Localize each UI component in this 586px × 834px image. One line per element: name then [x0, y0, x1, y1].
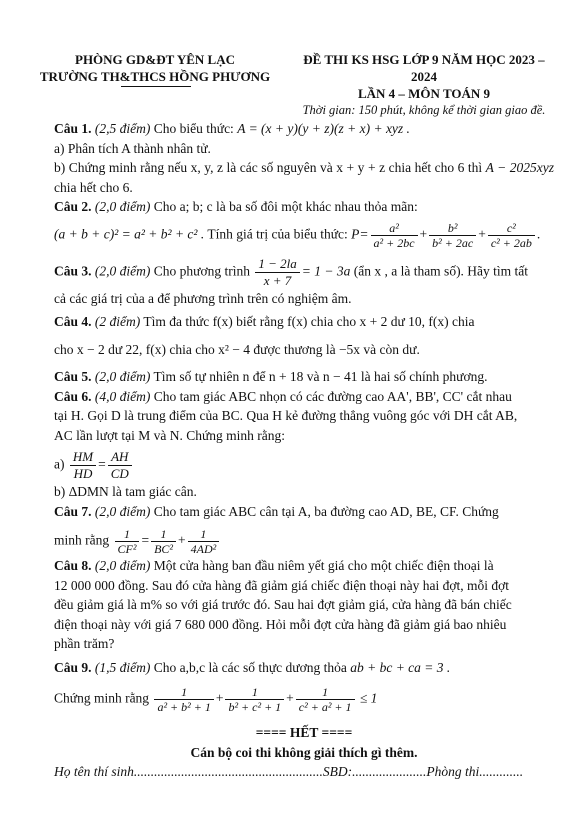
question-2	[54, 197, 554, 217]
q7-equals: =	[141, 532, 150, 548]
q2-fraction-1: $\frac{\text{a²}}{\text{a² + 2bc}}$	[371, 221, 418, 250]
q4-points: (2 điểm)	[94, 314, 141, 329]
q6-fraction-left: $\frac{HM}{HD}$	[70, 449, 96, 482]
q9-formula-line	[54, 685, 554, 714]
q6-equals: =	[98, 456, 106, 472]
q7-label: Câu 7.	[54, 503, 92, 519]
q2-intro: Cho a; b; c là ba số đôi một khác nhau thỏa mãn:	[153, 199, 418, 214]
q9-intro: Cho a,b,c là các số thực dương thỏa	[153, 659, 347, 675]
q6-label: Câu 6.	[54, 388, 92, 404]
school-name: TRƯỜNG TH&THCS HỒNG PHƯƠNG	[39, 69, 271, 84]
q9-fraction-3: $\frac{1}{\text{c² + a² + 1}}$	[296, 685, 355, 714]
header-left	[30, 51, 280, 85]
q1-part-b-expression: A − 2025xyz	[485, 160, 555, 175]
q8-label: Câu 8.	[54, 558, 92, 573]
q6-text-2: tại H. Gọi D là trung điểm của BC. Qua H kẻ đường thẳng vuông góc với DH cắt AB,	[54, 408, 518, 423]
exam-body	[54, 119, 554, 782]
q3-text-1: (ẩn x , a là tham số). Hãy tìm tất	[353, 263, 529, 279]
q9-plus-2: +	[286, 690, 294, 706]
q6-part-a	[54, 449, 554, 482]
header-underline	[121, 86, 191, 87]
q8-points: (2,0 điểm)	[94, 558, 151, 573]
q6-text-1: Cho tam giác ABC nhọn có các đường cao AA', BB', CC' cắt nhau	[153, 388, 512, 404]
candidate-info-line: Họ tên thí sinh........................................................SBD:......................Phòng thi.............	[54, 764, 524, 779]
department-name: PHÒNG GD&ĐT YÊN LẠC	[75, 52, 235, 67]
question-6	[54, 387, 554, 407]
q2-fraction-2: $\frac{\text{b²}}{\text{b² + 2ac}}$	[429, 221, 476, 250]
q2-condition-line: (a + b + c)² = a² + b² + c² . Tính giá trị của biểu thức: P= $\frac{\text{a²}}{\text{a² + 2bc}}$ + $\frac{\text{b²}}{\text{b² + 2ac}}$ + $\frac{\text{c²}}{\text{c² + 2ab}}$ .	[54, 220, 541, 250]
question-1	[54, 119, 554, 139]
q3-fraction: $\frac{1 - 2la}{x + 7}$	[255, 256, 299, 289]
q9-text-2: Chứng minh rằng	[54, 690, 150, 706]
q7-fraction-3: $\frac{1}{\text{4AD²}}$	[188, 527, 220, 556]
question-3	[54, 256, 554, 289]
q9-fraction-2: $\frac{1}{\text{b² + c² + 1}}$	[225, 685, 284, 714]
q2-p-label: P=	[351, 226, 369, 242]
q7-fraction-1: $\frac{1}{\text{CF²}}$	[115, 527, 140, 556]
q6-points: (4,0 điểm)	[94, 388, 151, 404]
q5-text: Tìm số tự nhiên n để n + 18 và n − 41 là hai số chính phương.	[153, 369, 488, 384]
q9-points: (1,5 điểm)	[94, 659, 151, 675]
q9-rhs: ≤ 1	[359, 690, 378, 706]
q9-plus-1: +	[215, 690, 224, 706]
q2-fraction-3: $\frac{\text{c²}}{\text{c² + 2ab}}$	[488, 221, 535, 250]
q6-text-3: AC lần lượt tại M và N. Chứng minh rằng:	[54, 427, 286, 443]
q8-text-5: phần trăm?	[54, 636, 115, 651]
q7-text-2: minh rằng	[54, 532, 110, 548]
q1-part-b-tail: chia hết cho 6.	[54, 179, 133, 195]
q8-text-2: 12 000 000 đồng. Sau đó cửa hàng đã giảm giá chiếc điện thoại này hai đợt, mỗi đợt	[54, 577, 509, 593]
q5-points: (2,0 điểm)	[94, 369, 151, 384]
question-4	[54, 312, 554, 332]
q4-line-2: cho x − 2 dư 22, f(x) chia cho x² − 4 được thương là −5x và còn dư.	[54, 341, 420, 357]
q1-points: (2,5 điểm)	[94, 121, 151, 136]
q3-rhs: = 1 − 3a	[301, 263, 351, 279]
q7-text-1: Cho tam giác ABC cân tại A, ba đường cao AD, BE, CF. Chứng	[153, 503, 499, 519]
q7-formula-line	[54, 527, 554, 556]
q8-text-1: Một cửa hàng ban đầu niêm yết giá cho một chiếc điện thoại là	[153, 558, 494, 573]
q1-expression: A = (x + y)(y + z)(z + x) + xyz .	[237, 121, 410, 136]
question-9	[54, 658, 554, 678]
q2-text: Tính giá trị của biểu thức:	[207, 226, 348, 242]
q2-label: Câu 2.	[54, 199, 92, 214]
q9-label: Câu 9.	[54, 659, 92, 675]
q2-condition: (a + b + c)² = a² + b² + c² .	[54, 226, 205, 242]
q6-fraction-right: $\frac{AH}{CD}$	[108, 449, 132, 482]
question-7	[54, 502, 554, 522]
exam-subtitle: LẦN 4 – MÔN TOÁN 9	[357, 86, 491, 101]
q3-intro: Cho phương trình	[153, 263, 250, 279]
exam-title: ĐỀ THI KS HSG LỚP 9 NĂM HỌC 2023 – 2024	[303, 52, 545, 84]
q3-label: Câu 3.	[54, 263, 92, 279]
q2-points: (2,0 điểm)	[94, 199, 151, 214]
q9-fraction-1: $\frac{1}{\text{a² + b² + 1}}$	[154, 685, 213, 714]
exam-time-note: Thời gian: 150 phút, không kể thời gian giao đề.	[302, 103, 546, 117]
q9-condition: ab + bc + ca = 3 .	[350, 659, 451, 675]
q1-part-b	[54, 158, 554, 197]
header-right	[290, 51, 558, 119]
q6-part-a-label: a)	[54, 456, 65, 472]
proctor-note: Cán bộ coi thi không giải thích gì thêm.	[190, 744, 418, 760]
question-8	[54, 556, 554, 576]
q8-text-4: điện thoại này với giá 7 680 000 đồng. Hỏi mỗi đợt cửa hàng đã giảm giá bao nhiêu	[54, 616, 507, 632]
q6-part-b: b) ΔDMN là tam giác cân.	[54, 484, 197, 499]
end-mark: ==== HẾT ====	[255, 725, 353, 740]
q8-text-3: đều giảm giá là m% so với giá trước đó. Sau hai đợt giảm giá, cửa hàng đã bán chiếc	[54, 597, 512, 612]
q1-part-a: a) Phân tích A thành nhân tử.	[54, 140, 211, 156]
q7-fraction-2: $\frac{1}{\text{BC²}}$	[151, 527, 176, 556]
q3-text-2: cả các giá trị của a để phương trình trên có nghiệm âm.	[54, 290, 352, 306]
q7-plus: +	[178, 532, 186, 548]
q1-intro: Cho biểu thức:	[153, 121, 234, 136]
q1-label: Câu 1.	[54, 121, 92, 136]
q4-label: Câu 4.	[54, 314, 92, 329]
q5-label: Câu 5.	[54, 369, 92, 384]
q7-points: (2,0 điểm)	[94, 503, 151, 519]
question-5	[54, 367, 554, 387]
q3-points: (2,0 điểm)	[94, 263, 151, 279]
q1-part-b-text: b) Chứng minh rằng nếu x, y, z là các số nguyên và x + y + z chia hết cho 6 thì	[54, 160, 483, 175]
q4-line-1: Tìm đa thức f(x) biết rằng f(x) chia cho x + 2 dư 10, f(x) chia	[143, 314, 475, 329]
